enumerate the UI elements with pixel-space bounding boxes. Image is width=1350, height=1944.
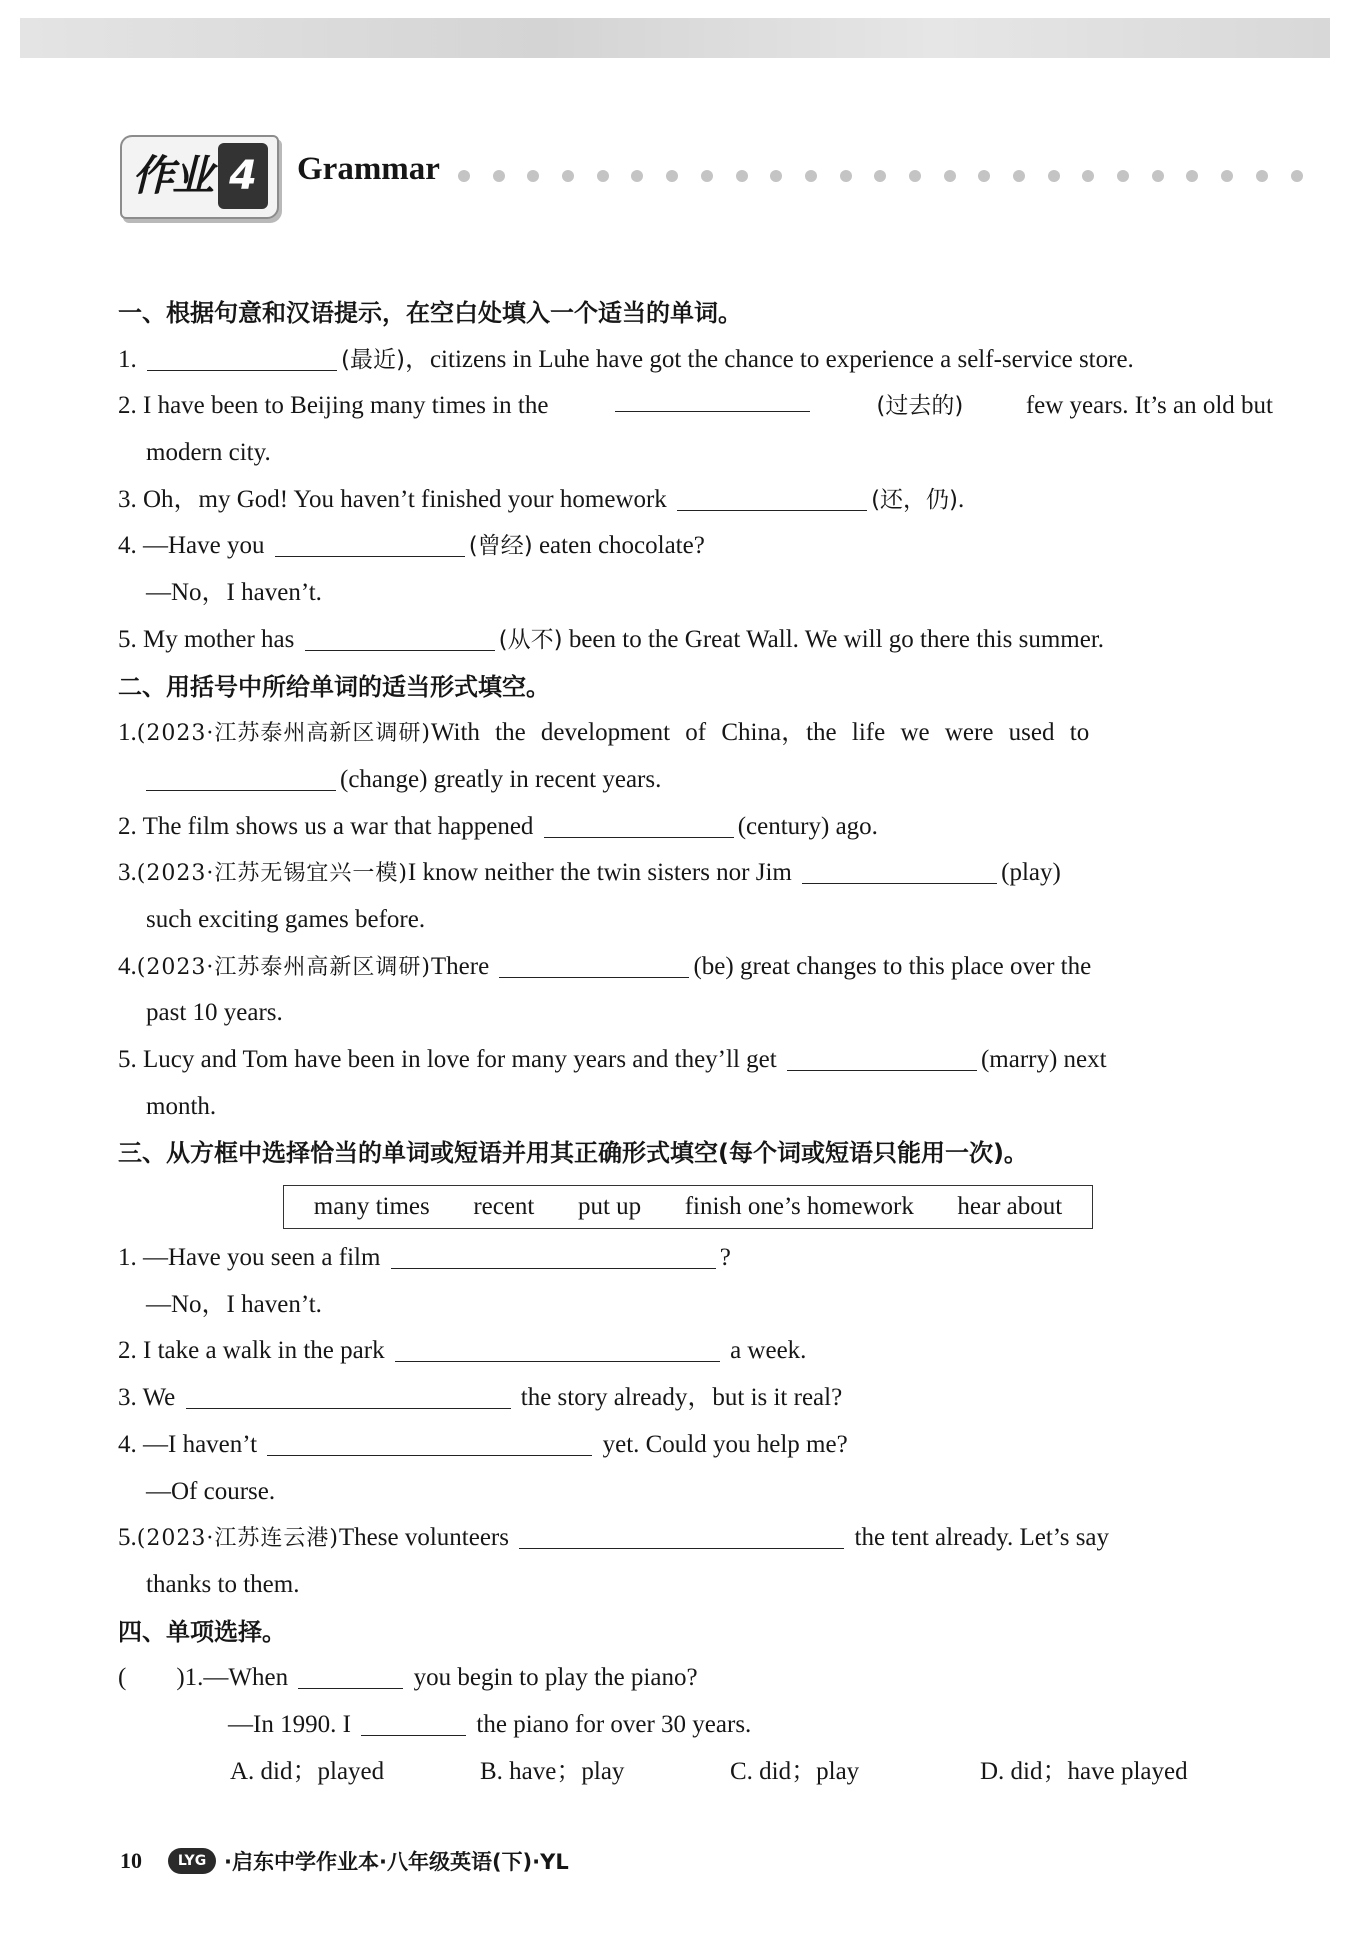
top-band xyxy=(20,18,1330,58)
s3-q2: 2. I take a walk in the park a week. xyxy=(118,1328,1273,1375)
section2-heading: 二、用括号中所给单词的适当形式填空。 xyxy=(118,672,550,701)
badge-text: 作业 xyxy=(132,151,213,200)
s2-q1: 1.(2023·江苏泰州高新区调研)With the development of China，the life we were used to xyxy=(118,719,1090,747)
answer-blank[interactable] xyxy=(275,528,465,557)
word-option: put up xyxy=(577,1193,642,1221)
answer-paren[interactable]: ( ) xyxy=(118,1664,185,1692)
answer-blank[interactable] xyxy=(677,482,867,511)
s3-q4-reply: —Of course. xyxy=(146,1477,276,1505)
s1-q1: 1. (最近)，citizens in Luhe have got the chance to experience a self-service store. xyxy=(118,337,1273,384)
s3-q1-reply: —No，I haven’t. xyxy=(146,1290,322,1318)
answer-blank[interactable] xyxy=(802,855,997,884)
lesson-badge xyxy=(120,135,279,219)
option-b[interactable]: B. have；play xyxy=(480,1757,625,1785)
s3-q3: 3. We the story already，but is it real? xyxy=(118,1375,1273,1422)
s1-q2-cont: modern city. xyxy=(146,439,271,467)
section4-heading: 四、单项选择。 xyxy=(118,1617,286,1646)
option-d[interactable]: D. did；have played xyxy=(980,1757,1188,1785)
answer-blank[interactable] xyxy=(305,622,495,651)
word-option: hear about xyxy=(957,1193,1063,1221)
s2-q3: 3.(2023·江苏无锡宜兴一模)I know neither the twin sisters nor Jim (play) xyxy=(118,850,1273,897)
badge-number: 4 xyxy=(218,143,268,209)
s2-q1-cont: (change) greatly in recent years. xyxy=(118,757,1273,804)
answer-blank[interactable] xyxy=(361,1707,466,1736)
answer-blank[interactable] xyxy=(499,949,689,978)
source-tag: (2023·江苏连云港) xyxy=(136,1526,339,1552)
s2-q5-cont: month. xyxy=(146,1092,217,1120)
answer-blank[interactable] xyxy=(146,762,336,791)
answer-blank[interactable] xyxy=(391,1240,716,1269)
option-a[interactable]: A. did；played xyxy=(230,1757,385,1785)
source-tag: (2023·江苏泰州高新区调研) xyxy=(136,721,431,747)
source-tag: (2023·江苏无锡宜兴一模) xyxy=(136,861,408,887)
page-number: 10 xyxy=(120,1848,142,1873)
answer-blank[interactable] xyxy=(186,1380,511,1409)
s3-q5-cont: thanks to them. xyxy=(146,1570,300,1598)
word-option: many times xyxy=(313,1193,430,1221)
word-option: finish one’s homework xyxy=(684,1193,914,1221)
s2-q4: 4.(2023·江苏泰州高新区调研)There (be) great changes to this place over the xyxy=(118,944,1273,991)
s1-q2: 2. I have been to Beijing many times in the (过去的) few years. It’s an old but xyxy=(118,383,1273,430)
footer-text: ·启东中学作业本·八年级英语(下)·YL xyxy=(224,1850,569,1874)
word-box-row xyxy=(118,1177,1273,1235)
worksheet-content xyxy=(118,290,1273,1795)
s3-q4: 4. —I haven’t yet. Could you help me? xyxy=(118,1422,1273,1469)
s1-q3: 3. Oh，my God! You haven’t finished your homework (还，仍). xyxy=(118,477,1273,524)
answer-blank[interactable] xyxy=(267,1427,592,1456)
word-box xyxy=(283,1185,1093,1229)
answer-blank[interactable] xyxy=(147,342,337,371)
answer-blank[interactable] xyxy=(519,1520,844,1549)
answer-blank[interactable] xyxy=(298,1660,403,1689)
section3-heading: 三、从方框中选择恰当的单词或短语并用其正确形式填空(每个词或短语只能用一次)。 xyxy=(118,1139,1028,1168)
s4-q1-options xyxy=(118,1749,1273,1796)
answer-blank[interactable] xyxy=(395,1333,720,1362)
lyg-logo: LYG xyxy=(168,1848,216,1874)
s3-q1: 1. —Have you seen a film ? xyxy=(118,1235,1273,1282)
answer-blank[interactable] xyxy=(615,383,810,412)
s2-q5: 5. Lucy and Tom have been in love for many years and they’ll get (marry) next xyxy=(118,1037,1273,1084)
s3-q5: 5.(2023·江苏连云港)These volunteers the tent already. Let’s say xyxy=(118,1515,1273,1562)
s1-q5: 5. My mother has (从不) been to the Great Wall. We will go there this summer. xyxy=(118,617,1273,664)
s2-q2: 2. The film shows us a war that happened (century) ago. xyxy=(118,804,1273,851)
option-c[interactable]: C. did；play xyxy=(730,1757,860,1785)
s4-q1-reply: —In 1990. I the piano for over 30 years. xyxy=(118,1702,1273,1749)
source-tag: (2023·江苏泰州高新区调研) xyxy=(136,954,431,980)
s2-q3-cont: such exciting games before. xyxy=(146,905,426,933)
decorative-dots xyxy=(458,169,1338,183)
answer-blank[interactable] xyxy=(544,809,734,838)
lesson-header xyxy=(120,135,1335,215)
section1-heading: 一、根据句意和汉语提示，在空白处填入一个适当的单词。 xyxy=(118,299,742,327)
page-footer xyxy=(120,1843,569,1879)
s2-q4-cont: past 10 years. xyxy=(146,999,283,1027)
answer-blank[interactable] xyxy=(787,1042,977,1071)
s1-q4-reply: —No，I haven’t. xyxy=(146,579,322,607)
s4-q1: ( )1.—When you begin to play the piano? xyxy=(118,1655,1273,1702)
word-option: recent xyxy=(473,1193,535,1221)
lesson-title: Grammar xyxy=(297,151,440,187)
s1-q4: 4. —Have you (曾经) eaten chocolate? xyxy=(118,523,1273,570)
